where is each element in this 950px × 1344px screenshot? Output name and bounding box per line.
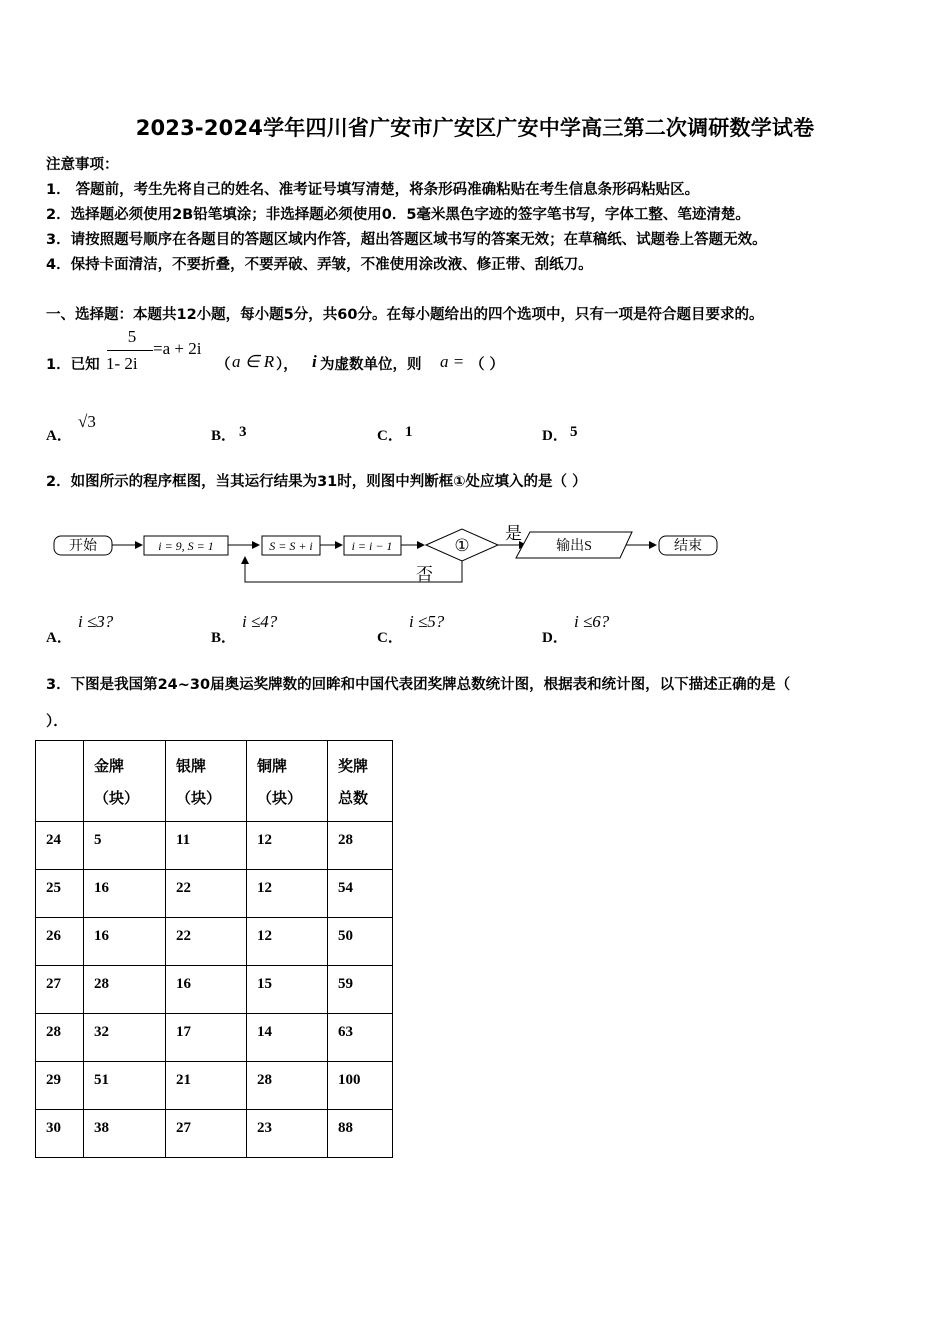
table-row xyxy=(36,918,393,966)
table-cell: 28 xyxy=(36,1014,84,1062)
flow-output-label: 输出S xyxy=(556,539,592,554)
notice-item-1: 1． 答题前，考生先将自己的姓名、准考证号填写清楚，将条形码准确粘贴在考生信息条形码粘贴区。 xyxy=(46,182,700,198)
q1-cond-close: ）， xyxy=(276,357,298,373)
table-cell: 100 xyxy=(328,1062,393,1110)
q1-option-a-value: √3 xyxy=(78,412,96,431)
q3-text: 3．下图是我国第24~30届奥运奖牌数的回眸和中国代表团奖牌总数统计图，根据表和统计图，以下描述正确的是（ xyxy=(46,677,791,693)
table-cell: 28 xyxy=(328,822,393,870)
flowchart xyxy=(0,515,950,595)
table-row xyxy=(36,1014,393,1062)
flow-no-label: 否 xyxy=(416,565,433,584)
table-cell: 26 xyxy=(36,918,84,966)
q1-option-c-value: 1 xyxy=(405,424,413,440)
q1-fraction-bar xyxy=(107,350,153,351)
q1-cond-open: （ xyxy=(216,357,231,373)
table-cell: 50 xyxy=(328,918,393,966)
medal-table xyxy=(35,740,393,1158)
table-cell: 16 xyxy=(84,870,166,918)
table-cell: 32 xyxy=(84,1014,166,1062)
table-header-cell: 奖牌 总数 xyxy=(328,741,393,822)
table-cell: 38 xyxy=(84,1110,166,1158)
q1-condition: a ∈ R xyxy=(232,352,275,371)
flow-start-label: 开始 xyxy=(69,539,97,554)
flow-decision-label: ① xyxy=(454,536,470,555)
q1-ask: a = xyxy=(440,352,465,371)
table-cell: 11 xyxy=(166,822,247,870)
q2-option-a-value: i ≤3? xyxy=(78,612,114,631)
table-cell: 28 xyxy=(247,1062,328,1110)
table-cell: 15 xyxy=(247,966,328,1014)
table-row xyxy=(36,1110,393,1158)
table-cell: 22 xyxy=(166,870,247,918)
table-cell: 24 xyxy=(36,822,84,870)
table-cell: 17 xyxy=(166,1014,247,1062)
q2-option-d-value: i ≤6? xyxy=(574,612,610,631)
table-cell: 30 xyxy=(36,1110,84,1158)
q1-option-d-value: 5 xyxy=(570,424,578,440)
table-cell: 16 xyxy=(84,918,166,966)
q1-option-d-label: D． xyxy=(542,428,568,444)
flow-yes-label: 是 xyxy=(505,524,522,543)
table-cell: 63 xyxy=(328,1014,393,1062)
q1-option-a-label: A． xyxy=(46,428,72,444)
table-header-cell: 铜牌 （块） xyxy=(247,741,328,822)
table-cell: 51 xyxy=(84,1062,166,1110)
q1-paren: （ ） xyxy=(470,357,505,373)
flow-init-label: i = 9, S = 1 xyxy=(158,539,214,553)
flow-accum-label: S = S + i xyxy=(269,539,313,553)
table-header-cell: 银牌 （块） xyxy=(166,741,247,822)
table-header-cell: 金牌 （块） xyxy=(84,741,166,822)
table-cell: 12 xyxy=(247,870,328,918)
q1-numerator: 5 xyxy=(127,327,137,346)
table-header-cell xyxy=(36,741,84,822)
q1-option-b-label: B． xyxy=(211,428,237,444)
flow-end-label: 结束 xyxy=(674,539,702,554)
q1-rhs: =a + 2i xyxy=(153,339,202,358)
notice-item-2: 2．选择题必须使用2B铅笔填涂；非选择题必须使用0．5毫米黑色字迹的签字笔书写，字体工整、笔迹清楚。 xyxy=(46,207,750,223)
table-cell: 27 xyxy=(36,966,84,1014)
table-header-row xyxy=(36,741,393,822)
section-heading: 一、选择题：本题共12小题，每小题5分，共60分。在每小题给出的四个选项中，只有一项是符合题目要求的。 xyxy=(46,307,764,323)
notice-heading: 注意事项： xyxy=(46,157,119,173)
table-cell: 16 xyxy=(166,966,247,1014)
notice-item-4: 4．保持卡面清洁，不要折叠，不要弄破、弄皱，不准使用涂改液、修正带、刮纸刀。 xyxy=(46,257,593,273)
table-cell: 59 xyxy=(328,966,393,1014)
q1-i-var: i xyxy=(312,352,317,371)
table-cell: 25 xyxy=(36,870,84,918)
page-title: 2023-2024学年四川省广安市广安区广安中学高三第二次调研数学试卷 xyxy=(135,116,815,140)
table-cell: 12 xyxy=(247,918,328,966)
q2-option-b-label: B． xyxy=(211,630,237,646)
q1-prefix: 1．已知 xyxy=(46,357,100,373)
q2-option-c-label: C． xyxy=(377,630,403,646)
flow-decr-label: i = i − 1 xyxy=(351,539,393,553)
table-cell: 29 xyxy=(36,1062,84,1110)
q2-option-d-label: D． xyxy=(542,630,568,646)
q3-text-cont: ）． xyxy=(46,714,68,730)
table-row xyxy=(36,870,393,918)
q1-option-c-label: C． xyxy=(377,428,403,444)
q2-option-c-value: i ≤5? xyxy=(409,612,445,631)
notice-item-3: 3．请按照题号顺序在各题目的答题区域内作答，超出答题区域书写的答案无效；在草稿纸、试题卷上答题无效。 xyxy=(46,232,767,248)
q1-option-b-value: 3 xyxy=(239,424,247,440)
table-cell: 12 xyxy=(247,822,328,870)
table-cell: 27 xyxy=(166,1110,247,1158)
table-cell: 5 xyxy=(84,822,166,870)
q2-text: 2．如图所示的程序框图，当其运行结果为31时，则图中判断框①处应填入的是（ ） xyxy=(46,474,587,490)
q1-denominator: 1- 2i xyxy=(106,354,138,373)
table-cell: 54 xyxy=(328,870,393,918)
table-cell: 88 xyxy=(328,1110,393,1158)
q1-text-mid: 为虚数单位，则 xyxy=(320,357,422,373)
table-cell: 28 xyxy=(84,966,166,1014)
table-cell: 21 xyxy=(166,1062,247,1110)
table-row xyxy=(36,966,393,1014)
table-row xyxy=(36,822,393,870)
q2-option-b-value: i ≤4? xyxy=(242,612,278,631)
table-row xyxy=(36,1062,393,1110)
q2-option-a-label: A． xyxy=(46,630,72,646)
table-cell: 22 xyxy=(166,918,247,966)
table-cell: 14 xyxy=(247,1014,328,1062)
table-cell: 23 xyxy=(247,1110,328,1158)
